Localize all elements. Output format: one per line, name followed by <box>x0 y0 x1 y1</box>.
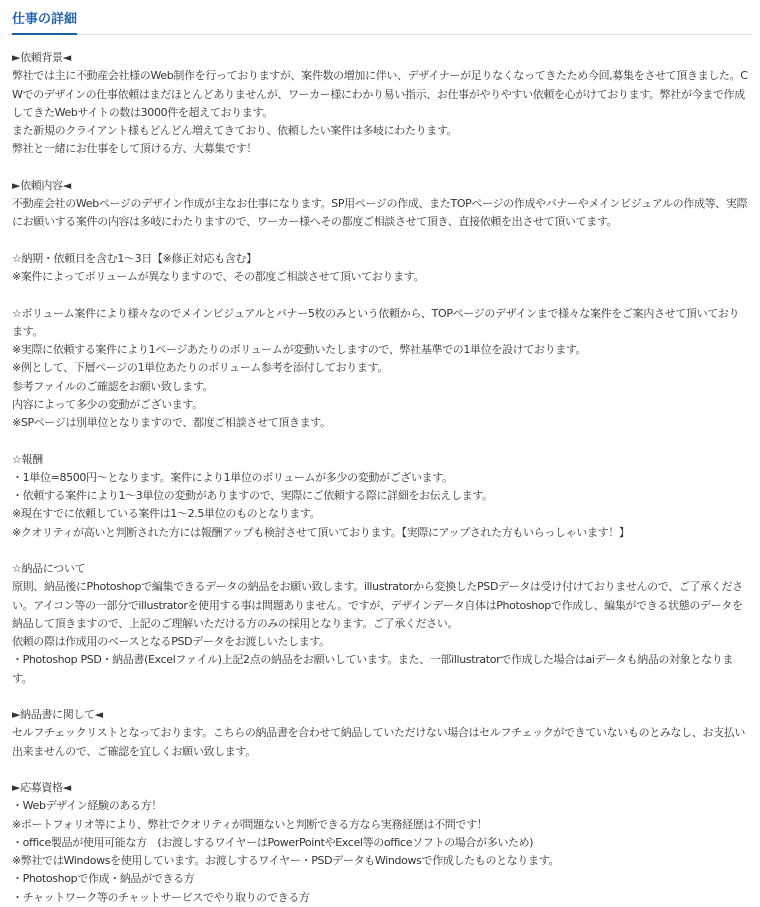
description-line: また新規のクライアント様もどんどん増えてきており、依頼したい案件は多岐にわたります。 <box>12 124 458 137</box>
description-line: 弊社では主に不動産会社様のWeb制作を行っておりますが、案件数の増加に伴い、デザイナーが足りなくなってきたため今回,募集をさせて頂きました。CWでのデザインの仕事依頼はまだほとんどありませんが、ワーカー様にわかり易い指示、お仕事がやりやすい依頼を心がけております。弊社が今まで作成してきたWebサイトの数は3000件を超えております。 <box>12 69 748 119</box>
blank-line <box>12 232 748 250</box>
description-line: ☆納品について <box>12 562 86 575</box>
description-line: 不動産会社のWebページのデザイン作成が主なお仕事になります。SP用ページの作成、またTOPページの作成やバナーやメインビジュアルの作成等、実際にお願いする案件の内容は多岐にわたりますので、ワーカー様へその都度ご相談させて頂き、直接依頼を出させて頂いてます。 <box>12 197 748 229</box>
description-line: 参考ファイルのご確認をお願い致します。 <box>12 379 214 393</box>
blank-line <box>12 286 748 304</box>
description-line: ►納品書に関して◄ <box>12 708 103 721</box>
blank-line <box>12 542 748 560</box>
description-line: ※クオリティが高いと判断された方には報酬アップも検討させて頂いております。【実際にアップされた方もいらっしゃいます！】 <box>12 525 630 539</box>
description-line: ・Webデザイン経験のある方！ <box>12 799 162 813</box>
description-line: ►応募資格◄ <box>12 781 71 794</box>
description-line: 内容によって多少の変動がございます。 <box>12 397 203 411</box>
description-line: 依頼の際は作成用のベースとなるPSDデータをお渡しいたします。 <box>12 635 330 648</box>
description-line: ※案件によってボリュームが異なりますので、その都度ご相談させて頂いております。 <box>12 270 425 283</box>
description-line: ※弊社ではWindowsを使用しています。お渡しするワイヤー・PSDデータもWindowsで作成したものとなります。 <box>12 854 560 867</box>
description-line: セルフチェックリストとなっております。こちらの納品書を合わせて納品していただけない場合はセルフチェックができていないものとみなし、お支払い出来ませんので、ご確認を宜しくお願い致します。 <box>12 726 746 758</box>
description-line: ・Photoshop PSD・納品書(Excelファイル)上記2点の納品をお願いしています。また、一部illustratorで作成した場合はaiデータも納品の対象となります。 <box>12 653 734 685</box>
description-line: ※例として、下層ページの1単位あたりのボリューム参考を添付しております。 <box>12 361 388 375</box>
description-line: 原則、納品後にPhotoshopで編集できるデータの納品をお願い致します。illustratorから変換したPSDデータは受け付けておりませんので、ご了承ください。アイコン等の一部分でillustratorを使用する事は問題ありません。ですが、デザインデータ自体はPhotoshopで作成し、編集ができる状態のデータを納品して頂きますので、上記のご理解いただける方のみの採用となります。ご了承ください。 <box>12 580 743 630</box>
description-line: ☆納期・依頼日を含む1～3日【※修正対応も含む】 <box>12 251 257 265</box>
description-line: ・依頼する案件により1～3単位の変動がありますので、実際にご依頼する際に詳細をお伝えします。 <box>12 489 493 502</box>
blank-line <box>12 761 748 779</box>
blank-line <box>12 688 748 706</box>
description-line: 弊社と一緒にお仕事をして頂ける方、大募集です！ <box>12 142 257 156</box>
description-line: ・1単位=8500円～となります。案件により1単位のボリュームが多少の変動がございます。 <box>12 470 453 484</box>
description-line: ・チャットワーク等のチャットサービスでやり取りのできる方 <box>12 890 310 904</box>
description-line: ☆ボリューム案件により様々なのでメインビジュアルとバナー5枚のみという依頼から、TOPページのデザインまで様々な案件をご案内させて頂いております。 <box>12 306 740 338</box>
description-line: ※現在すでに依頼している案件は1～2.5単位のものとなります。 <box>12 507 321 521</box>
blank-line <box>12 432 748 450</box>
job-description <box>8 35 752 907</box>
blank-line <box>12 159 748 177</box>
description-line: ※ポートフォリオ等により、弊社でクオリティが問題ないと判断できる方なら実務経歴は不問です！ <box>12 817 488 831</box>
description-line: ►依頼内容◄ <box>12 178 71 192</box>
description-line: ☆報酬 <box>12 452 43 466</box>
description-line: ►依頼背景◄ <box>12 51 71 64</box>
description-line: ・Photoshopで作成・納品ができる方 <box>12 872 195 886</box>
description-line: ※実際に依頼する案件により1ページあたりのボリュームが変動いたしますので、弊社基準での1単位を設けております。 <box>12 343 587 356</box>
description-line: ・office製品が使用可能な方 (お渡しするワイヤーはPowerPointやExcel等のofficeソフトの場合が多いため) <box>12 835 534 849</box>
description-line: ※SPページは別単位となりますので、都度ご相談させて頂きます。 <box>12 416 331 429</box>
section-header <box>8 0 752 35</box>
section-title: 仕事の詳細 <box>12 8 77 35</box>
